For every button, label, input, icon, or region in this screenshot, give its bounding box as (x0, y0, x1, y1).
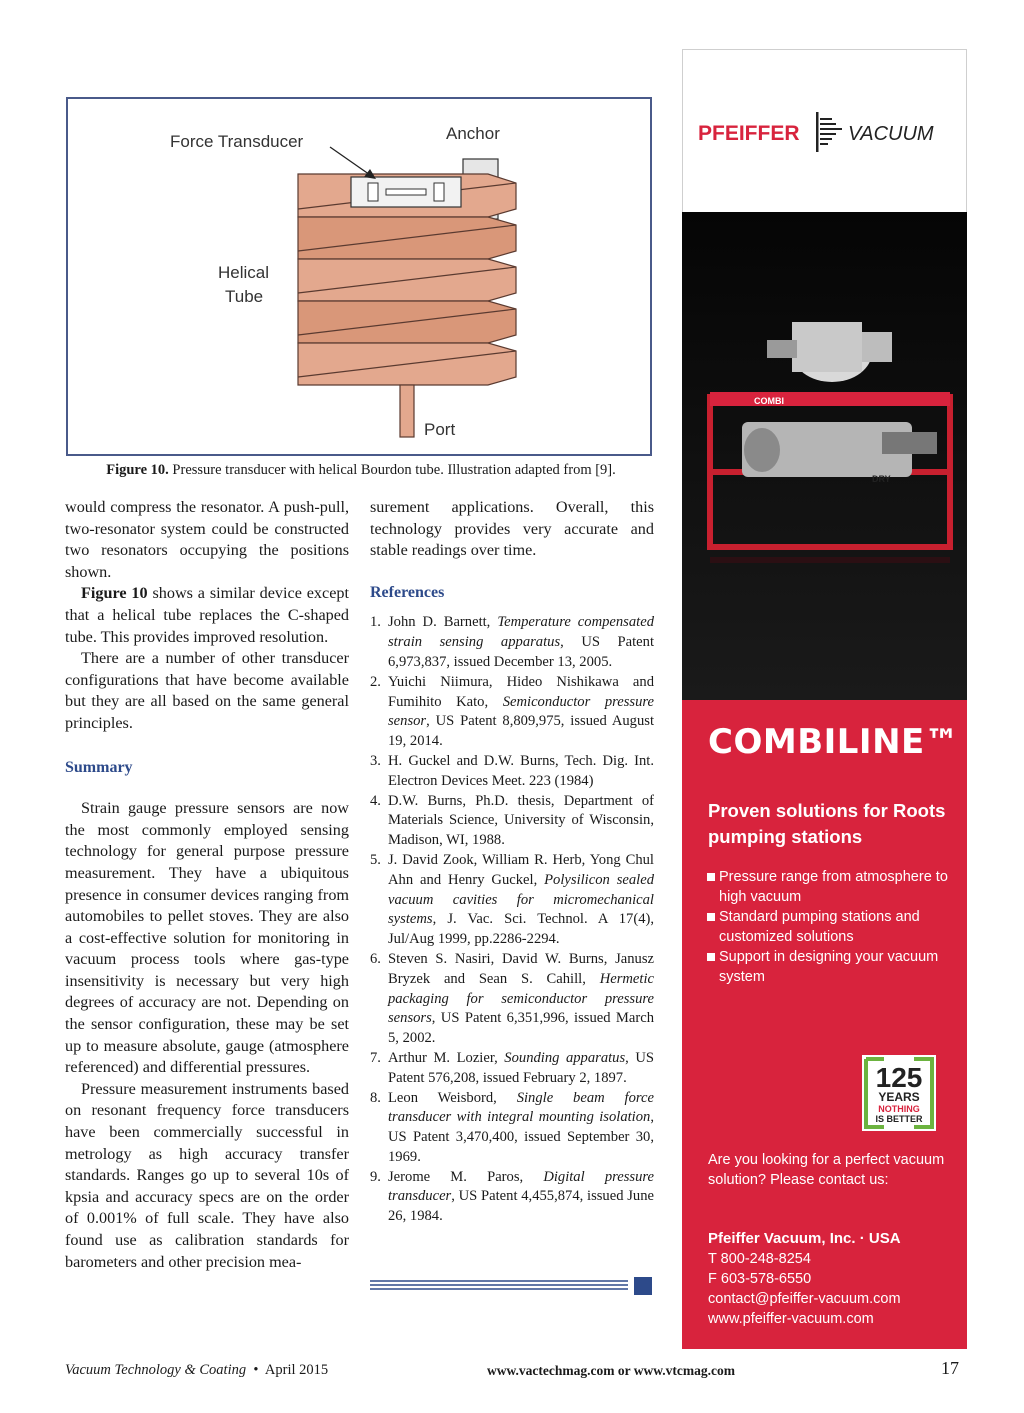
reference-title: Hermetic packaging for semiconductor pressure sensors (388, 970, 654, 1027)
reference-text: Leon Weisbord, (388, 1089, 517, 1106)
reference-text: , US Patent 3,470,400, issued September 30, 1969. (388, 1109, 654, 1165)
reference-item (370, 752, 654, 792)
reference-item (370, 673, 654, 752)
ad-contact-block (708, 1229, 958, 1329)
label-helical: Helical (218, 263, 270, 282)
end-square-icon (634, 1277, 652, 1295)
reference-text: Yuichi Niimura, Hideo Nishikawa and Fumihito Kato, (388, 673, 654, 710)
badge-line2: IS BETTER (875, 1114, 923, 1124)
reference-text: John D. Barnett, (388, 614, 498, 631)
figure-caption-text: Pressure transducer with helical Bourdon tube. Illustration adapted from [9]. (168, 462, 616, 478)
reference-text: H. Guckel and D.W. Burns, Tech. Dig. Int. Electron Devices Meet. 223 (1984) (388, 752, 654, 789)
figure-reference: Figure 10 (81, 584, 148, 603)
reference-number: 6. (370, 950, 381, 967)
ad-bullet: Standard pumping stations and customized solutions (707, 907, 957, 947)
figure-caption-label: Figure 10. (106, 462, 169, 478)
paragraph: Pressure measurement instruments based on resonant frequency force transducers have been commercially successful in metrology as high accuracy transfer standards. Ranges go up to several 10s of kpsia and accuracy specs are on the order of 0.001% of full scale. They have also found use as calibration standards for barometers and other precision mea- (65, 1079, 349, 1271)
reference-title: Temperature compensated strain sensing apparatus (388, 614, 654, 651)
reference-text: J. David Zook, William R. Herb, Yong Chul Ahn and Henry Guckel, (388, 851, 654, 888)
article-end-rule (370, 1277, 654, 1295)
pump-station-illustration (682, 212, 967, 700)
summary-heading: Summary (65, 758, 133, 776)
fax-number: F 603-578-6550 (708, 1271, 812, 1287)
reference-item (370, 613, 654, 672)
reference-title: Single beam force transducer with integral mounting isolation (388, 1089, 654, 1126)
pfeiffer-vacuum-logo (696, 104, 956, 158)
reference-text: , US Patent 8,809,975, issued August 19, 2014. (388, 713, 654, 750)
reference-number: 5. (370, 851, 381, 868)
middle-column (370, 497, 654, 1227)
reference-text: , US Patent 6,973,837, issued December 13, 2005. (388, 634, 654, 670)
company-name: Pfeiffer Vacuum, Inc. · USA (708, 1230, 901, 1247)
reference-number: 1. (370, 614, 381, 631)
reference-text: , US Patent 4,455,874, issued June 26, 1984. (388, 1188, 654, 1225)
paragraph: surement applications. Overall, this technology provides very accurate and stable readings over time. (370, 498, 654, 560)
brand-name: PFEIFFER (698, 122, 800, 145)
reference-number: 3. (370, 752, 381, 769)
logo-mark-icon (816, 112, 842, 152)
ad-title: COMBILINE™ (708, 722, 960, 762)
machine-label: COMBI (754, 396, 784, 406)
reference-title: Semiconductor pressure sensor (388, 693, 655, 730)
reference-number: 9. (370, 1168, 381, 1185)
transducer-arrow (330, 147, 373, 177)
label-force-transducer: Force Transducer (170, 132, 304, 151)
paragraph: Strain gauge pressure sensors are now the most commonly employed sensing technology for general purpose pressure measurement. They have a ubiquitous presence in consumer devices ranging from automobiles to pellet stoves. They are also a cost-effective solution for monitoring in vacuum process tools where gas-type insensitivity is necessary but very high degrees of accuracy are not. Depending on the sensor configuration, these may be set up to measure absolute, gauge (atmosphere referenced) and differential pressures. (65, 799, 349, 1077)
reference-number: 8. (370, 1089, 381, 1106)
ad-bullet: Pressure range from atmosphere to high vacuum (707, 867, 957, 907)
port-tube (400, 385, 414, 437)
ad-question: Are you looking for a perfect vacuum solution? Please contact us: (708, 1152, 945, 1188)
badge-line1: NOTHING (878, 1104, 920, 1114)
left-column (65, 497, 349, 1273)
125-years-badge-icon (862, 1055, 936, 1131)
reference-item (370, 1049, 654, 1089)
references-list (370, 613, 654, 1227)
website-link[interactable]: www.pfeiffer-vacuum.com (708, 1311, 874, 1327)
reference-title: Digital pressure transducer (388, 1168, 654, 1205)
ad-bullet: Support in designing your vacuum system (707, 947, 957, 987)
reference-number: 2. (370, 673, 381, 690)
figure-10 (66, 97, 652, 456)
paragraph (65, 583, 349, 648)
reference-item (370, 792, 654, 851)
reference-text: Jerome M. Paros, (388, 1168, 544, 1185)
pump-station-photo (682, 212, 967, 700)
reference-item (370, 950, 654, 1049)
references-heading: References (370, 583, 445, 601)
reference-item (370, 851, 654, 950)
reference-text: , US Patent 576,208, issued February 2, 1897. (388, 1049, 655, 1086)
paragraph-text: shows a similar device except that a helical tube replaces the C-shaped tube. This provides improved resolution. (65, 584, 349, 646)
issue-date: April 2015 (264, 1362, 329, 1378)
footer-publication: Vacuum Technology & Coating • April 2015 (65, 1362, 329, 1378)
reference-text: , J. Vac. Sci. Technol. A 17(4), Jul/Aug 1999, pp.2286-2294. (388, 911, 654, 948)
paragraph: would compress the resonator. A push-pull, two-resonator system could be constructed two resonators occupying the positions shown. (65, 498, 349, 581)
email-link[interactable]: contact@pfeiffer-vacuum.com (708, 1291, 901, 1307)
machine-label-dry: DRY (872, 474, 891, 484)
label-tube: Tube (225, 287, 264, 306)
reference-item (370, 1089, 654, 1168)
badge-number: 125 (875, 1062, 923, 1093)
helical-bourdon-tube-illustration (68, 99, 650, 454)
reference-title: Sounding apparatus (504, 1049, 626, 1066)
reference-text: Arthur M. Lozier, (388, 1049, 505, 1066)
ad-subtitle: Proven solutions for Roots pumping stations (708, 800, 946, 847)
publication-name: Vacuum Technology & Coating (65, 1362, 247, 1378)
label-anchor: Anchor (446, 124, 500, 143)
ad-bullet-list (707, 867, 957, 987)
phone-number: T 800-248-8254 (708, 1251, 811, 1267)
paragraph: There are a number of other transducer configurations that have become available but they are all based on the same general principles. (65, 649, 349, 732)
reference-number: 7. (370, 1049, 381, 1066)
figure-caption (66, 462, 656, 479)
footer-urls[interactable]: www.vactechmag.com or www.vtcmag.com (487, 1363, 735, 1378)
reference-title: Polysilicon sealed vacuum cavities for micromechanical systems (388, 871, 654, 928)
label-port: Port (424, 420, 456, 439)
anniversary-badge (862, 1055, 936, 1131)
reference-text: D.W. Burns, Ph.D. thesis, Department of Materials Science, University of Wisconsin, Madison, WI, 1988. (388, 792, 654, 849)
brand-name-vacuum: VACUUM (848, 123, 934, 145)
reference-text: Steven S. Nasiri, David W. Burns, Janusz Bryzek and Sean S. Cahill, (388, 950, 654, 987)
reference-text: , US Patent 6,351,996, issued March 5, 2002. (388, 1010, 654, 1047)
badge-years: YEARS (878, 1090, 920, 1104)
reference-item (370, 1168, 654, 1227)
page-number: 17 (941, 1358, 959, 1378)
reference-number: 4. (370, 792, 381, 809)
force-transducer-resonator (351, 177, 461, 207)
